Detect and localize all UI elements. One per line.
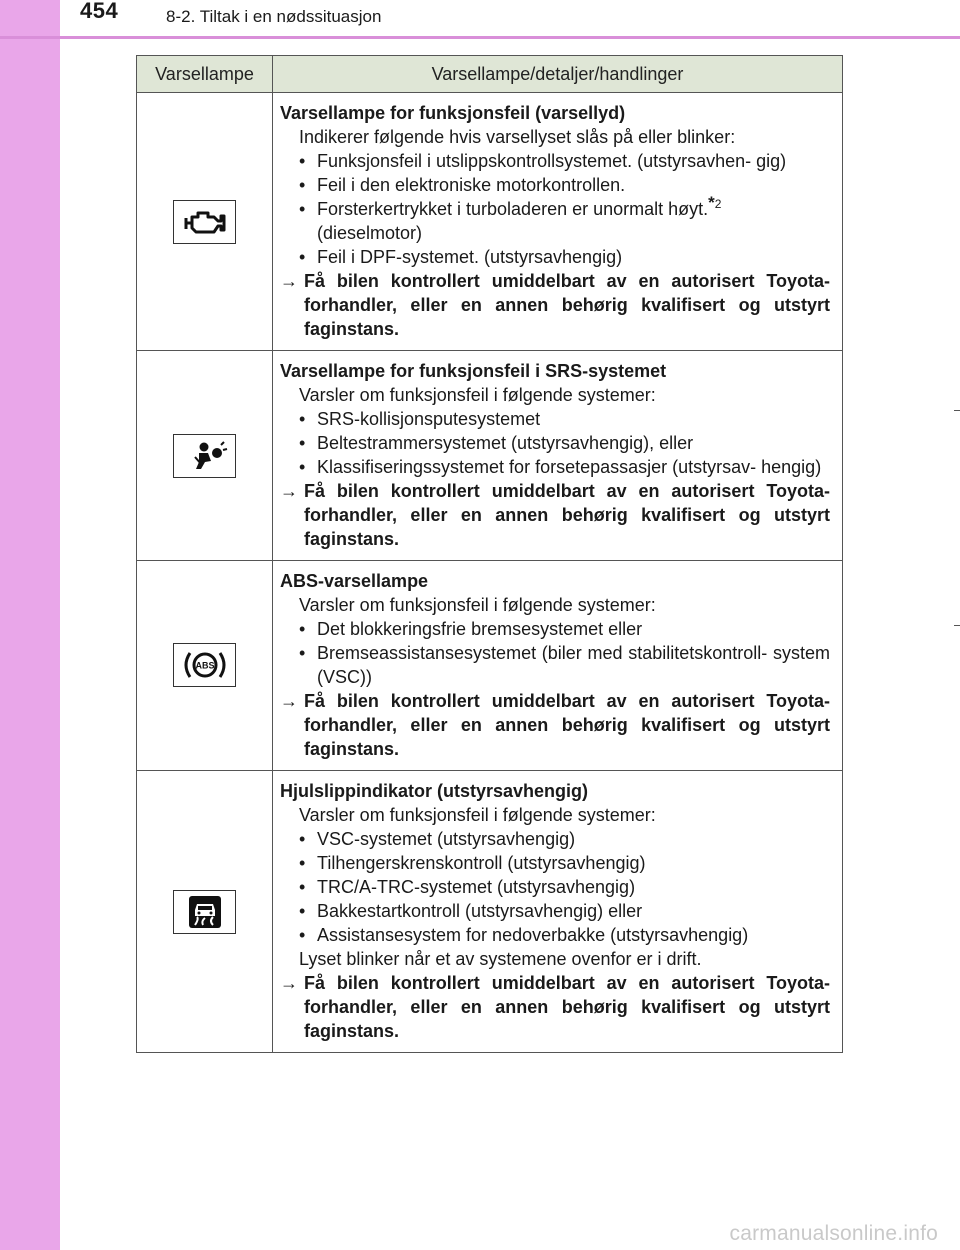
warning-intro: Varsler om funksjonsfeil i følgende systemer: (299, 385, 656, 405)
abs-icon (173, 643, 236, 687)
list-item: • Bremseassistansesystemet (biler med stabilitetskontroll- system (VSC)) (280, 641, 830, 689)
table-row (137, 561, 843, 771)
warning-title: Varsellampe for funksjonsfeil i SRS-systemet (280, 361, 667, 381)
action-instruction: → Få bilen kontrollert umiddelbart av en autorisert Toyota-forhandler, eller en annen behørig kvalifisert og utstyrt faginstans. (280, 271, 830, 339)
warning-intro: Indikerer følgende hvis varsellyset slås på eller blinker: (299, 127, 736, 147)
srs-airbag-icon (173, 434, 236, 478)
arrow-right-icon: → (280, 691, 298, 711)
warning-title: Varsellampe for funksjonsfeil (varsellyd) (280, 103, 626, 123)
warning-title: Hjulslippindikator (utstyrsavhengig) (280, 781, 589, 801)
page-header (0, 0, 960, 39)
edge-tick-mark (954, 410, 960, 411)
footnote-ref: *2 (708, 193, 722, 212)
side-color-strip (0, 0, 60, 1250)
list-item-continuation: (dieselmotor) (317, 223, 423, 243)
list-item: • Funksjonsfeil i utslippskontrollsystemet. (utstyrsavhen- gig) (280, 149, 830, 173)
page-number: 454 (80, 0, 119, 23)
table-row (137, 93, 843, 351)
lamp-details-cell (273, 771, 843, 1053)
lamp-details-cell (273, 561, 843, 771)
action-instruction: → Få bilen kontrollert umiddelbart av en autorisert Toyota-forhandler, eller en annen behørig kvalifisert og utstyrt faginstans. (280, 973, 830, 1041)
section-title: 8-2. Tiltak i en nødssituasjon (166, 7, 382, 26)
cause-list (280, 827, 830, 947)
warning-light-table (136, 55, 843, 1053)
column-header-lamp: Varsellampe (137, 56, 273, 93)
table-row (137, 351, 843, 561)
arrow-right-icon: → (280, 271, 298, 291)
list-item: • SRS-kollisjonsputesystemet (280, 407, 830, 431)
list-item: • Feil i DPF-systemet. (utstyrsavhengig) (280, 245, 830, 269)
lamp-details-cell (273, 351, 843, 561)
arrow-right-icon: → (280, 481, 298, 501)
list-item: • Tilhengerskrenskontroll (utstyrsavhengig) (280, 851, 830, 875)
table-row (137, 771, 843, 1053)
lamp-icon-cell (137, 93, 273, 351)
watermark: carmanualsonline.info (729, 1222, 938, 1245)
abs-icon-label: ABS (194, 660, 215, 671)
lamp-details-cell (273, 93, 843, 351)
lamp-icon-cell (137, 561, 273, 771)
list-item: • Det blokkeringsfrie bremsesystemet eller (280, 617, 830, 641)
cause-list (280, 617, 830, 689)
list-item: • Bakkestartkontroll (utstyrsavhengig) eller (280, 899, 830, 923)
lamp-icon-cell (137, 771, 273, 1053)
action-instruction: → Få bilen kontrollert umiddelbart av en autorisert Toyota-forhandler, eller en annen behørig kvalifisert og utstyrt faginstans. (280, 691, 830, 759)
list-item: • Beltestrammersystemet (utstyrsavhengig), eller (280, 431, 830, 455)
warning-intro: Varsler om funksjonsfeil i følgende systemer: (299, 805, 656, 825)
cause-list (280, 149, 830, 269)
list-item: • Klassifiseringssystemet for forsetepassasjer (utstyrsav- hengig) (280, 455, 830, 479)
cause-list (280, 407, 830, 479)
lamp-icon-cell (137, 351, 273, 561)
warning-intro: Varsler om funksjonsfeil i følgende systemer: (299, 595, 656, 615)
action-instruction: → Få bilen kontrollert umiddelbart av en autorisert Toyota-forhandler, eller en annen behørig kvalifisert og utstyrt faginstans. (280, 481, 830, 549)
list-item (280, 193, 830, 245)
arrow-right-icon: → (280, 973, 298, 993)
table-header-row (137, 56, 843, 93)
list-item: • Assistansesystem for nedoverbakke (utstyrsavhengig) (280, 923, 830, 947)
column-header-details: Varsellampe/detaljer/handlinger (273, 56, 843, 93)
engine-check-icon (173, 200, 236, 244)
list-item: • TRC/A-TRC-systemet (utstyrsavhengig) (280, 875, 830, 899)
warning-note: Lyset blinker når et av systemene ovenfor er i drift. (299, 949, 702, 969)
warning-title: ABS-varsellampe (280, 571, 429, 591)
list-item: • Feil i den elektroniske motorkontrollen. (280, 173, 830, 197)
edge-tick-mark (954, 625, 960, 626)
slip-indicator-icon (173, 890, 236, 934)
list-item-text: Forsterkertrykket i turboladeren er unormalt høyt. (317, 199, 709, 219)
list-item: • VSC-systemet (utstyrsavhengig) (280, 827, 830, 851)
